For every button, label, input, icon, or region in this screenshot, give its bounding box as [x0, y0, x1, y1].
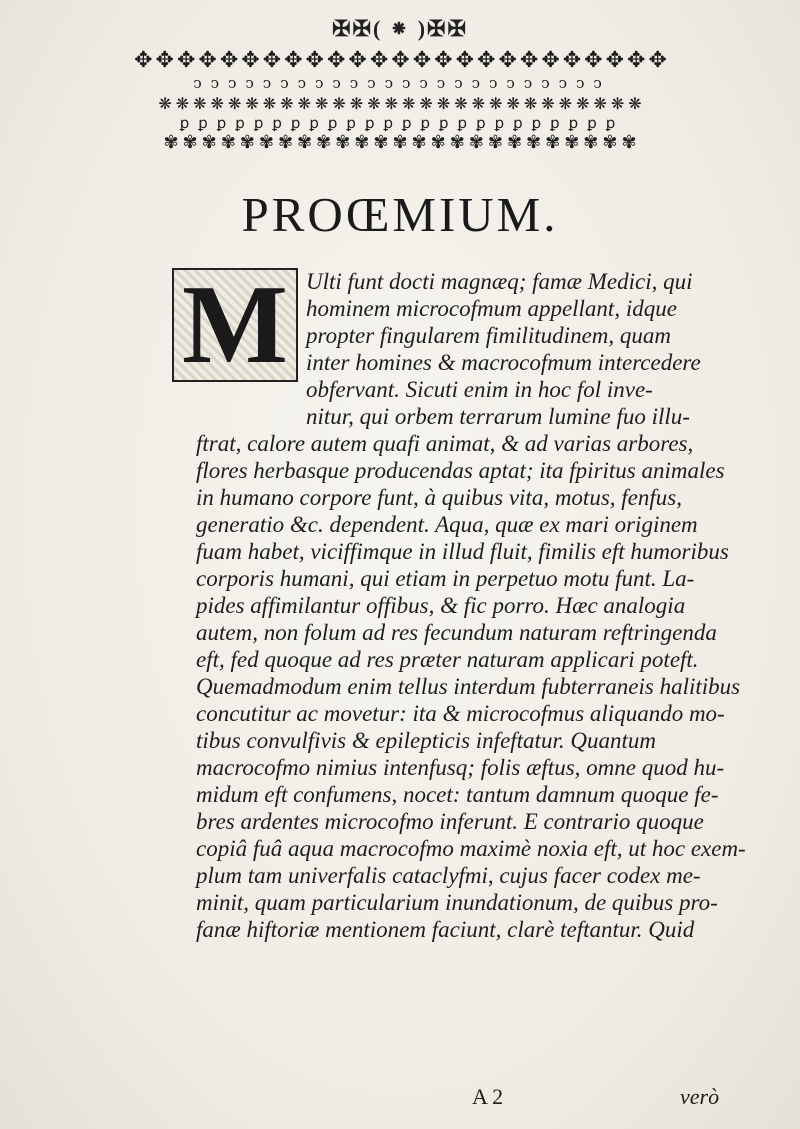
text-line: plum tam univerfalis cataclyfmi, cujus facer codex me-	[196, 863, 701, 888]
text-line: fanæ hiftoriæ mentionem faciunt, clarè teftantur. Quid	[196, 917, 695, 942]
text-line: midum eft confumens, nocet: tantum damnum quoque fe-	[196, 782, 719, 807]
text-line: eft, fed quoque ad res præter naturam applicari poteft.	[196, 647, 699, 672]
text-line: in humano corpore funt, à quibus vita, motus, fenfus,	[196, 485, 682, 510]
page-title: PROŒMIUM.	[241, 187, 559, 242]
text-line: generatio &c. dependent. Aqua, quæ ex mari originem	[196, 512, 698, 537]
text-line: copiâ fuâ aqua macrocofmo maximè noxia eft, ut hoc exem-	[196, 836, 746, 861]
body-text	[196, 268, 778, 943]
ornament-band-1: ✥✥✥✥✥✥✥✥✥✥✥✥✥✥✥✥✥✥✥✥✥✥✥✥✥	[134, 48, 670, 73]
text-line: flores herbasque producendas aptat; ita fpiritus animales	[196, 458, 725, 483]
text-line: ftrat, calore autem quafi animat, & ad varias arbores,	[196, 431, 694, 456]
ornament-band-4: ꝑꝑꝑꝑꝑꝑꝑꝑꝑꝑꝑꝑꝑꝑꝑꝑꝑꝑꝑꝑꝑꝑꝑꝑ	[179, 114, 625, 132]
text-line: minit, quam particularium inundationum, de quibus pro-	[196, 890, 718, 915]
text-line: bres ardentes microcofmo inferunt. E contrario quoque	[196, 809, 704, 834]
signature-mark: A 2	[472, 1084, 504, 1109]
text-line: inter homines & macrocofmum intercedere	[306, 350, 701, 375]
text-line: obfervant. Sicuti enim in hoc fol inve-	[306, 377, 653, 402]
drop-cap-letter: M	[182, 263, 288, 387]
ornament-band-5: ✾✾✾✾✾✾✾✾✾✾✾✾✾✾✾✾✾✾✾✾✾✾✾✾✾	[163, 132, 641, 153]
text-line: pides affimilantur offibus, & fic porro. Hæc analogia	[196, 593, 686, 618]
ornament-band-2: ↄↄↄↄↄↄↄↄↄↄↄↄↄↄↄↄↄↄↄↄↄↄↄↄ	[193, 74, 611, 92]
text-line: tibus convulfivis & epilepticis infeftatur. Quantum	[196, 728, 656, 753]
text-line: Ulti funt docti magnæq; famæ Medici, qui	[306, 269, 693, 294]
text-line: fuam habet, viciffimque in illud fluit, fimilis eft humoribus	[196, 539, 729, 564]
ornament-band-3: ❋❋❋❋❋❋❋❋❋❋❋❋❋❋❋❋❋❋❋❋❋❋❋❋❋❋❋❋	[158, 94, 646, 113]
text-line: Quemadmodum enim tellus interdum fubterraneis halitibus	[196, 674, 741, 699]
text-line: autem, non folum ad res fecundum naturam reftringenda	[196, 620, 717, 645]
text-line: concutitur ac movetur: ita & microcofmus aliquando mo-	[196, 701, 725, 726]
text-line: corporis humani, qui etiam in perpetuo motu funt. La-	[196, 566, 695, 591]
text-line: hominem microcofmum appellant, idque	[306, 296, 677, 321]
text-line: propter fingularem fimilitudinem, quam	[306, 323, 672, 348]
header-mark: ✠✠( ⁕ )✠✠	[332, 16, 468, 41]
text-line: macrocofmo nimius intenfusq; folis æftus, omne quod hu-	[196, 755, 725, 780]
catchword: verò	[680, 1084, 720, 1109]
text-line: nitur, qui orbem terrarum lumine fuo illu-	[306, 404, 690, 429]
